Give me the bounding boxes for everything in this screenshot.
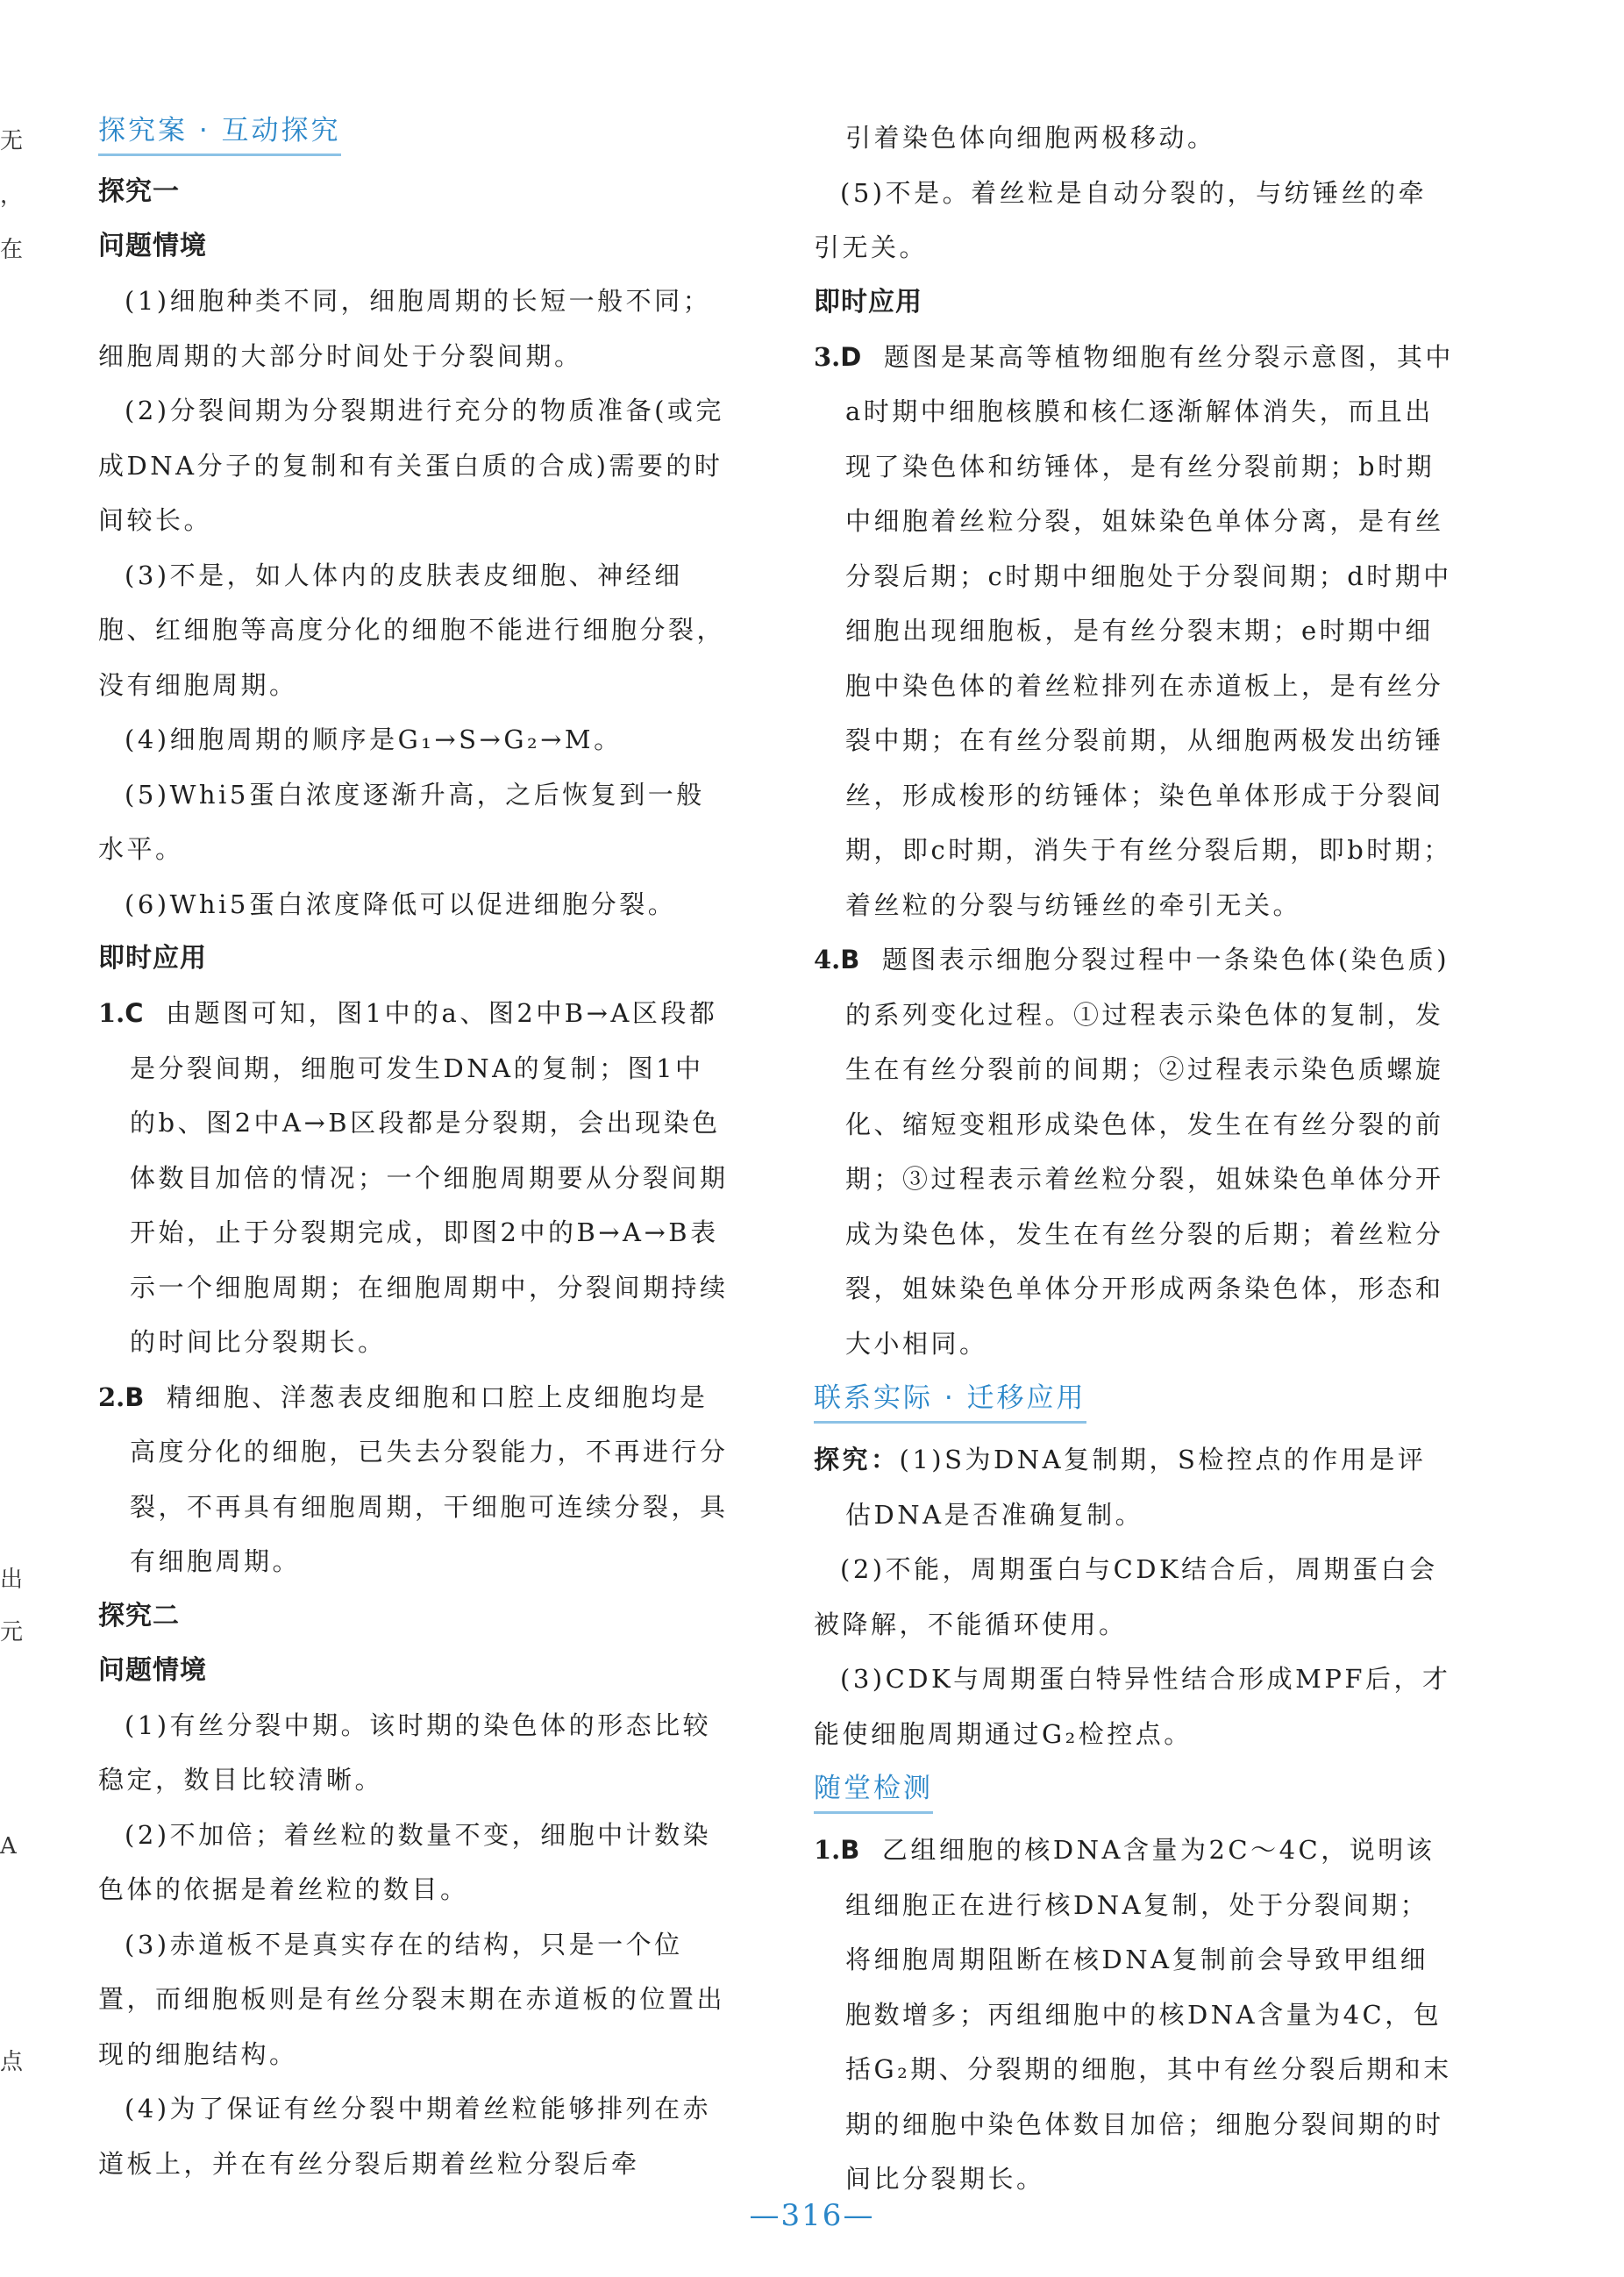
page-number: —316— <box>749 2198 875 2233</box>
edge-char: 在 <box>0 237 24 263</box>
answer-number: 1. <box>814 1835 841 1865</box>
scenario-1-item: (2)分裂间期为分裂期进行充分的物质准备(或完成DNA分子的复制和有关蛋白质的合成)需要的时间较长。 <box>98 396 724 535</box>
scenario-2-item: (2)不加倍；着丝粒的数量不变，细胞中计数染色体的依据是着丝粒的数目。 <box>98 1819 712 1904</box>
continued-text: 引着染色体向细胞两极移动。 <box>845 123 1216 153</box>
scenario-2-item: (5)不是。着丝粒是自动分裂的，与纺锤丝的牵引无关。 <box>814 177 1428 262</box>
scenario-2-item: (1)有丝分裂中期。该时期的染色体的形态比较稳定，数目比较清晰。 <box>98 1710 712 1795</box>
heading-scenario-2: 问题情境 <box>98 1654 207 1686</box>
scenario-2-item: (4)为了保证有丝分裂中期着丝粒能够排列在赤道板上，并在有丝分裂后期着丝粒分裂后牵 <box>98 2094 712 2179</box>
edge-char: A <box>0 1833 17 1859</box>
left-column <box>98 104 730 2191</box>
answer-choice: D <box>840 341 865 372</box>
heading-scenario-1: 问题情境 <box>98 231 207 261</box>
answer-item-4 <box>814 932 1454 1371</box>
answer-number: 2. <box>98 1381 125 1412</box>
section-title-explore: 探究案 · 互动探究 <box>98 111 341 156</box>
edge-char: ， <box>0 182 24 209</box>
answer-explanation: 精细胞、洋葱表皮细胞和口腔上皮细胞均是高度分化的细胞，已失去分裂能力，不再进行分裂，不再具有细胞周期，干细胞可连续分裂，具有细胞周期。 <box>130 1381 729 1576</box>
answer-item-1 <box>98 986 730 1370</box>
edge-char: 出 <box>0 1567 24 1593</box>
answer-choice: C <box>125 998 147 1028</box>
scenario-1-item: (3)不是，如人体内的皮肤表皮细胞、神经细胞、红细胞等高度分化的细胞不能进行细胞分裂，没有细胞周期。 <box>98 560 726 700</box>
scenario-1-item: (6)Whi5蛋白浓度降低可以促进细胞分裂。 <box>125 889 677 919</box>
scenario-1-item: (5)Whi5蛋白浓度逐渐升高，之后恢复到一般水平。 <box>98 779 705 864</box>
answer-explanation: 乙组细胞的核DNA含量为2C～4C，说明该组细胞正在进行核DNA复制，处于分裂间期；将细胞周期阻断在核DNA复制前会导致甲组细胞数增多；丙组细胞中的核DNA含量为4C，包括G₂期、分裂期的细胞，其中有丝分裂后期和末期的细胞中染色体数目加倍；细胞分裂间期的时间比分裂期长。 <box>845 1835 1452 2194</box>
heading-probe-1: 探究一 <box>98 176 180 207</box>
probe-text: (1)S为DNA复制期，S检控点的作用是评估DNA是否准确复制。 <box>845 1445 1427 1530</box>
heading-apply-2: 即时应用 <box>814 286 922 318</box>
probe-label: 探究： <box>814 1445 900 1474</box>
answer-choice: B <box>840 1835 863 1865</box>
section-title-practice: 联系实际 · 迁移应用 <box>814 1378 1086 1424</box>
scenario-2-item: (3)赤道板不是真实存在的结构，只是一个位置，而细胞板则是有丝分裂末期在赤道板的位置出现的细胞结构。 <box>98 1929 726 2069</box>
answer-item-2 <box>98 1370 730 1589</box>
edge-char: 无 <box>0 128 24 154</box>
answer-explanation: 题图是某高等植物细胞有丝分裂示意图，其中a时期中细胞核膜和核仁逐渐解体消失，而且出现了染色体和纺锤体，是有丝分裂前期；b时期中细胞着丝粒分裂，姐妹染色单体分离，是有丝分裂后期；c时期中细胞处于分裂间期；d时期中细胞出现细胞板，是有丝分裂末期；e时期中细胞中染色体的着丝粒排列在赤道板上，是有丝分裂中期；在有丝分裂前期，从细胞两极发出纺锤丝，形成梭形的纺锤体；染色单体形成于分裂间期，即c时期，消失于有丝分裂后期，即b时期；着丝粒的分裂与纺锤丝的牵引无关。 <box>845 341 1454 920</box>
heading-probe-2: 探究二 <box>98 1600 180 1631</box>
answer-number: 3. <box>814 341 841 372</box>
probe-answer <box>814 1432 1454 1542</box>
answer-choice: B <box>840 945 863 974</box>
answer-choice: B <box>125 1381 147 1412</box>
test-item-1 <box>814 1823 1454 2207</box>
right-column <box>814 111 1454 2207</box>
answer-explanation: 题图表示细胞分裂过程中一条染色体(染色质)的系列变化过程。①过程表示染色体的复制，发生在有丝分裂前的间期；②过程表示染色质螺旋化、缩短变粗形成染色体，发生在有丝分裂的前期；③过程表示着丝粒分裂，姐妹染色单体分开成为染色体，发生在有丝分裂的后期；着丝粒分裂，姐妹染色单体分开形成两条染色体，形态和大小相同。 <box>845 945 1450 1359</box>
answer-number: 1. <box>98 998 125 1028</box>
answer-number: 4. <box>814 945 841 974</box>
edge-char: 点 <box>0 2049 24 2075</box>
heading-apply-1: 即时应用 <box>98 943 207 974</box>
scenario-1-item: (1)细胞种类不同，细胞周期的长短一般不同；细胞周期的大部分时间处于分裂间期。 <box>98 286 712 371</box>
probe-item: (3)CDK与周期蛋白特异性结合形成MPF后，才能使细胞周期通过G₂检控点。 <box>814 1664 1451 1749</box>
answer-item-3 <box>814 330 1454 933</box>
answer-explanation: 由题图可知，图1中的a、图2中B→A区段都是分裂间期，细胞可发生DNA的复制；图1中的b、图2中A→B区段都是分裂期，会出现染色体数目加倍的情况；一个细胞周期要从分裂间期开始，止于分裂期完成，即图2中的B→A→B表示一个细胞周期；在细胞周期中，分裂间期持续的时间比分裂期长。 <box>130 998 729 1357</box>
edge-char: 元 <box>0 1619 24 1645</box>
section-title-test: 随堂检测 <box>814 1768 933 1814</box>
scenario-1-item: (4)细胞周期的顺序是G₁→S→G₂→M。 <box>125 724 623 754</box>
probe-item: (2)不能，周期蛋白与CDK结合后，周期蛋白会被降解，不能循环使用。 <box>814 1554 1438 1639</box>
